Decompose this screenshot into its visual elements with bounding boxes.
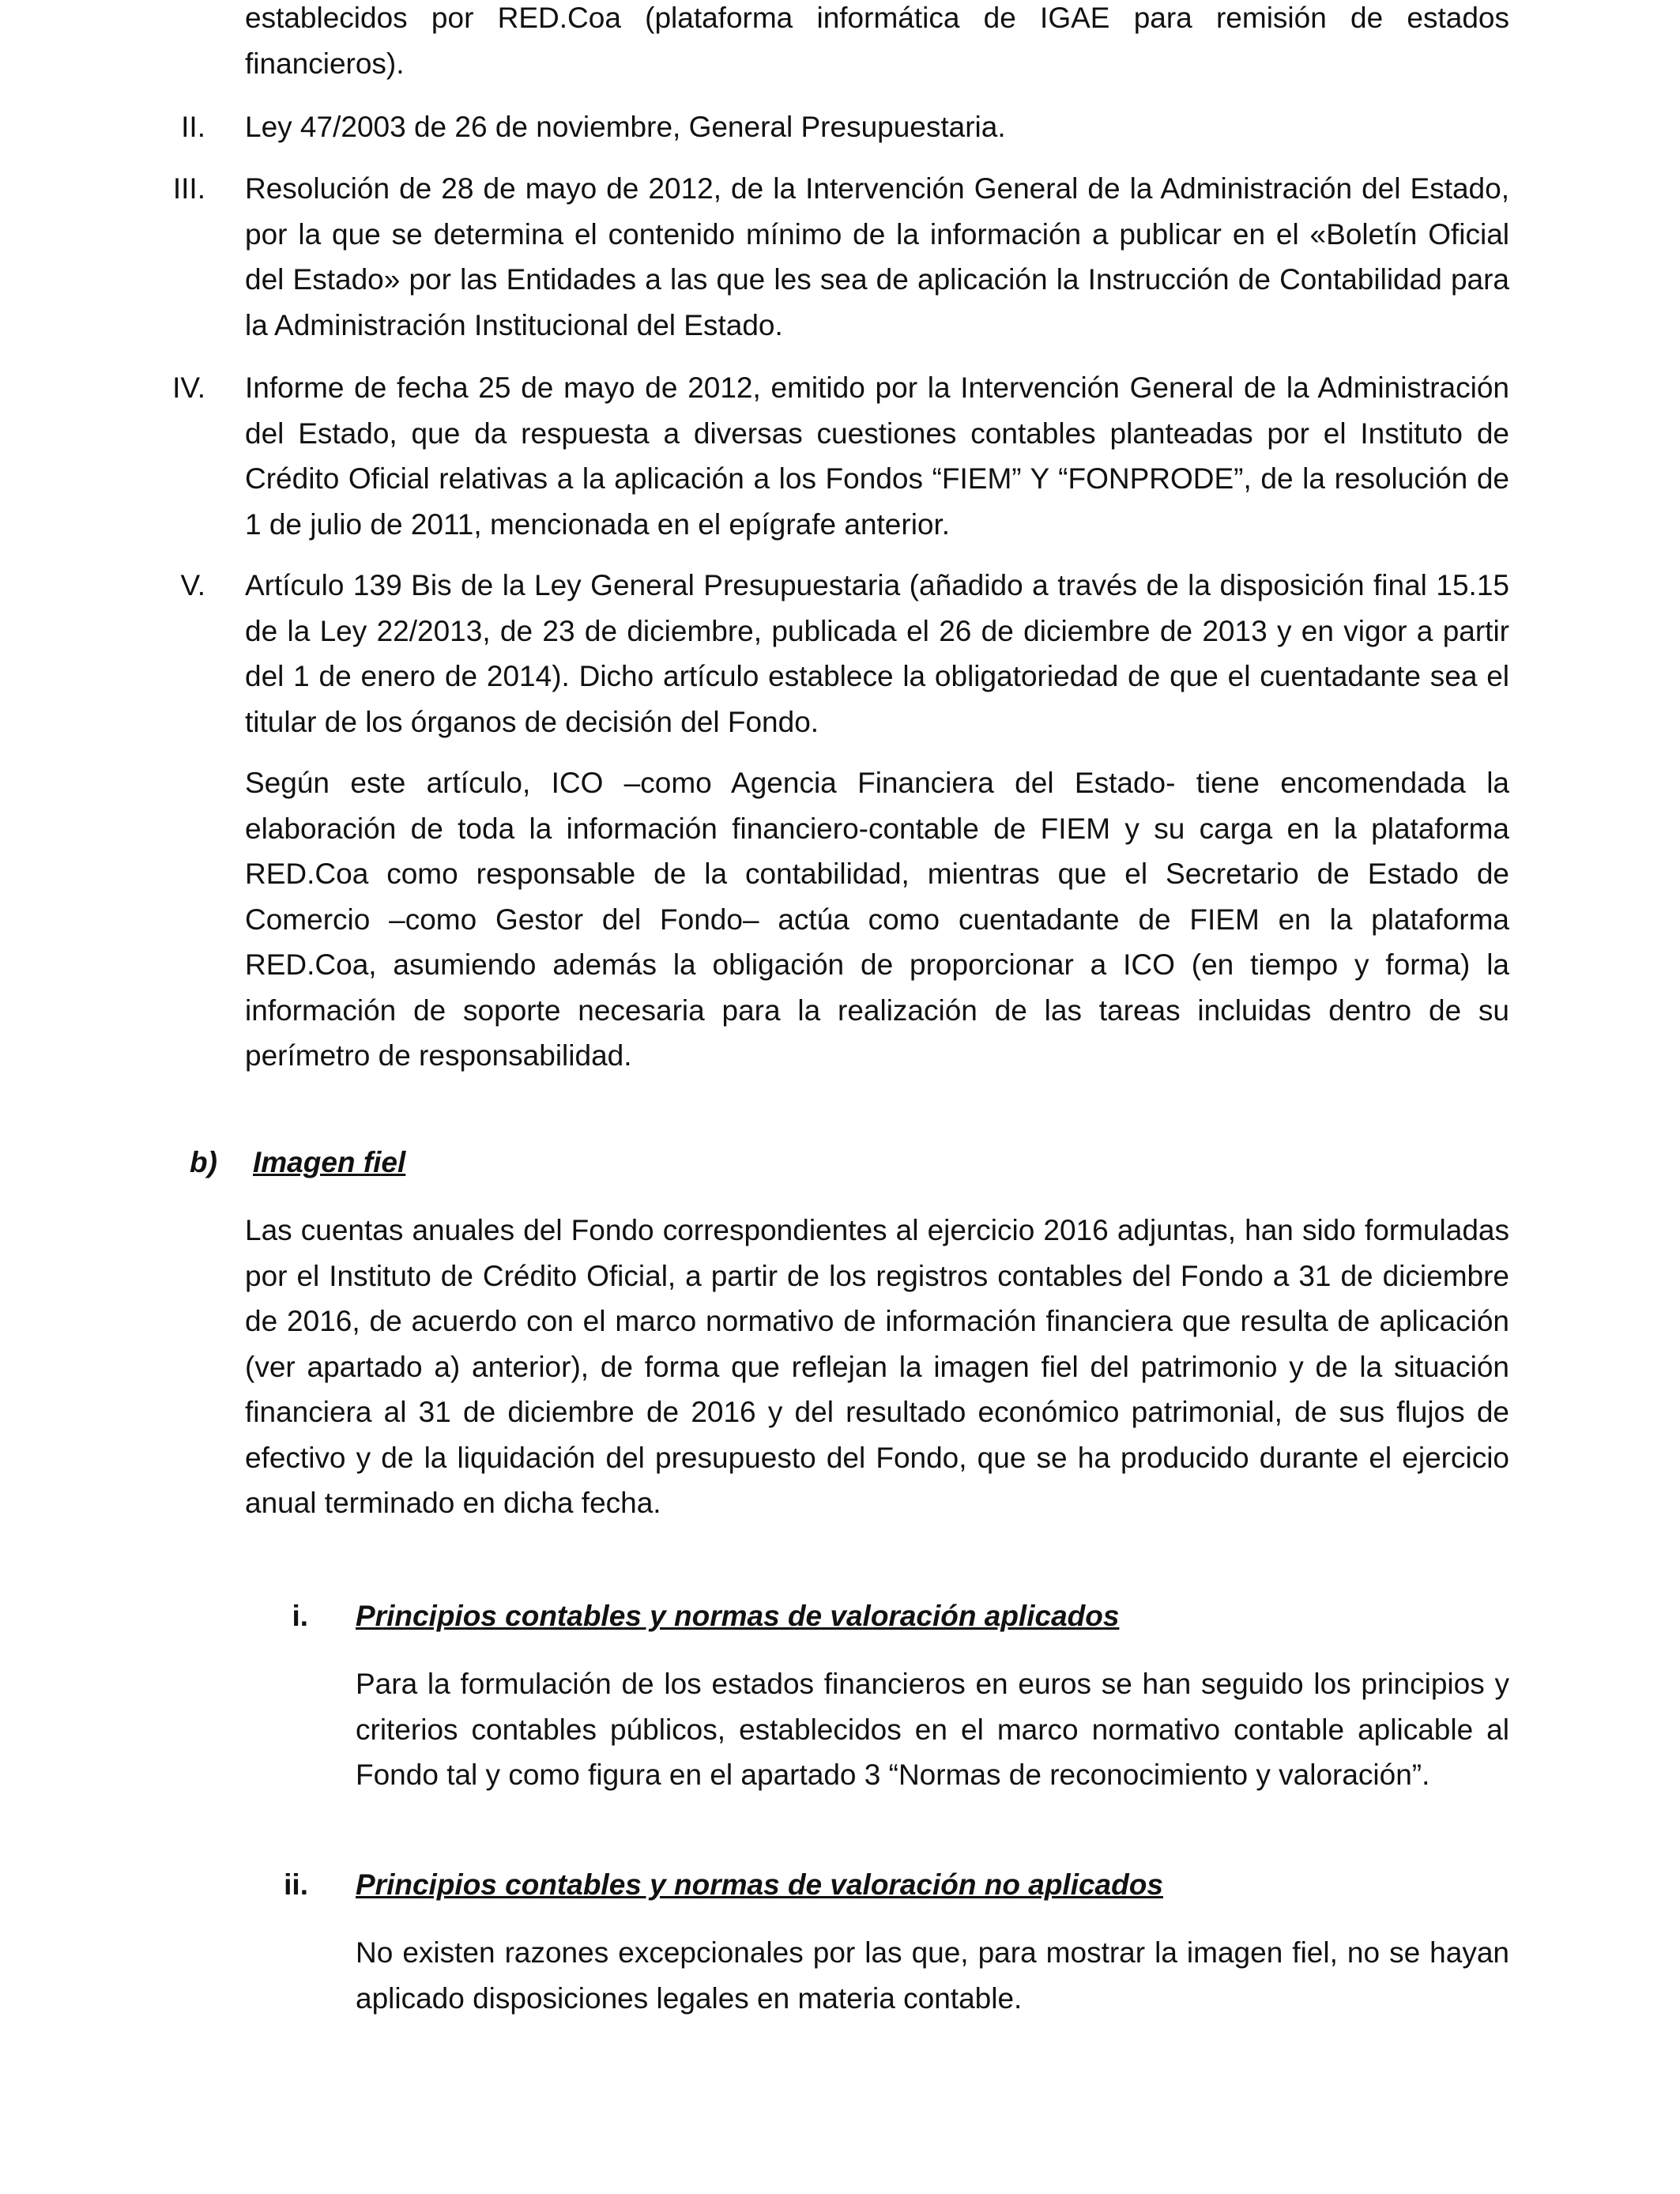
list-text: Ley 47/2003 de 26 de noviembre, General Presupuestaria. [245, 111, 1006, 143]
list-continuation: establecidos por RED.Coa (plataforma informática de IGAE para remisión de estados financieros). [245, 2, 1509, 80]
list-text: Artículo 139 Bis de la Ley General Presupuestaria (añadido a través de la disposición final 15.15 de la Ley 22/2013, de 23 de diciembre, publicada el 26 de diciembre de 2013 y en vigor a partir del 1 de enero de 2014). Dicho artículo establece la obligatoriedad de que el cuentadante sea el titular de los órganos de decisión del Fondo. [245, 569, 1509, 738]
list-number: IV. [172, 371, 205, 404]
list-text: Informe de fecha 25 de mayo de 2012, emitido por la Intervención General de la Administración del Estado, que da respuesta a diversas cuestiones contables planteadas por el Instituto de Crédito Oficial relativas a la aplicación a los Fondos “FIEM” Y “FONPRODE”, de la resolución de 1 de julio de 2011, mencionada en el epígrafe anterior. [245, 371, 1509, 541]
subsection-body: Para la formulación de los estados financieros en euros se han seguido los principios y criterios contables públicos, establecidos en el marco normativo contable aplicable al Fondo tal y como figura en el apartado 3 “Normas de reconocimiento y valoración”. [356, 1668, 1509, 1791]
subsection-number: ii. [284, 1868, 308, 1901]
list-text: Resolución de 28 de mayo de 2012, de la Intervención General de la Administración del Estado, por la que se determina el contenido mínimo de la información a publicar en el «Boletín Oficial del Estado» por las Entidades a las que les sea de aplicación la Instrucción de Contabilidad para la Administración Institucional del Estado. [245, 172, 1509, 341]
subsection-body: No existen razones excepcionales por las que, para mostrar la imagen fiel, no se hayan aplicado disposiciones legales en materia contable. [356, 1936, 1509, 2015]
section-title: Imagen fiel [253, 1146, 406, 1178]
list-number: III. [172, 172, 205, 205]
subsection-title: Principios contables y normas de valoración no aplicados [356, 1868, 1163, 1901]
list-number: V. [180, 569, 205, 601]
subsection-title: Principios contables y normas de valoración aplicados [356, 1600, 1120, 1632]
section-b-body: Las cuentas anuales del Fondo correspondientes al ejercicio 2016 adjuntas, han sido formuladas por el Instituto de Crédito Oficial, a partir de los registros contables del Fondo a 31 de diciembre de 2016, de acuerdo con el marco normativo de información financiera que resulta de aplicación (ver apartado a) anterior), de forma que reflejan la imagen fiel del patrimonio y de la situación financiera al 31 de diciembre de 2016 y del resultado económico patrimonial, de sus flujos de efectivo y de la liquidación del presupuesto del Fondo, que se ha producido durante el ejercicio anual terminado en dicha fecha. [245, 1214, 1509, 1519]
list-number: II. [181, 111, 205, 143]
list-item-v-paragraph: Según este artículo, ICO –como Agencia Financiera del Estado- tiene encomendada la elaboración de toda la información financiero-contable de FIEM y su carga en la plataforma RED.Coa como responsable de la contabilidad, mientras que el Secretario de Estado de Comercio –como Gestor del Fondo– actúa como cuentadante de FIEM en la plataforma RED.Coa, asumiendo además la obligación de proporcionar a ICO (en tiempo y forma) la información de soporte necesaria para la realización de las tareas incluidas dentro de su perímetro de responsabilidad. [245, 767, 1509, 1072]
section-heading-b [190, 1140, 405, 1185]
section-label: b) [190, 1146, 217, 1178]
subsection-number: i. [292, 1600, 308, 1632]
